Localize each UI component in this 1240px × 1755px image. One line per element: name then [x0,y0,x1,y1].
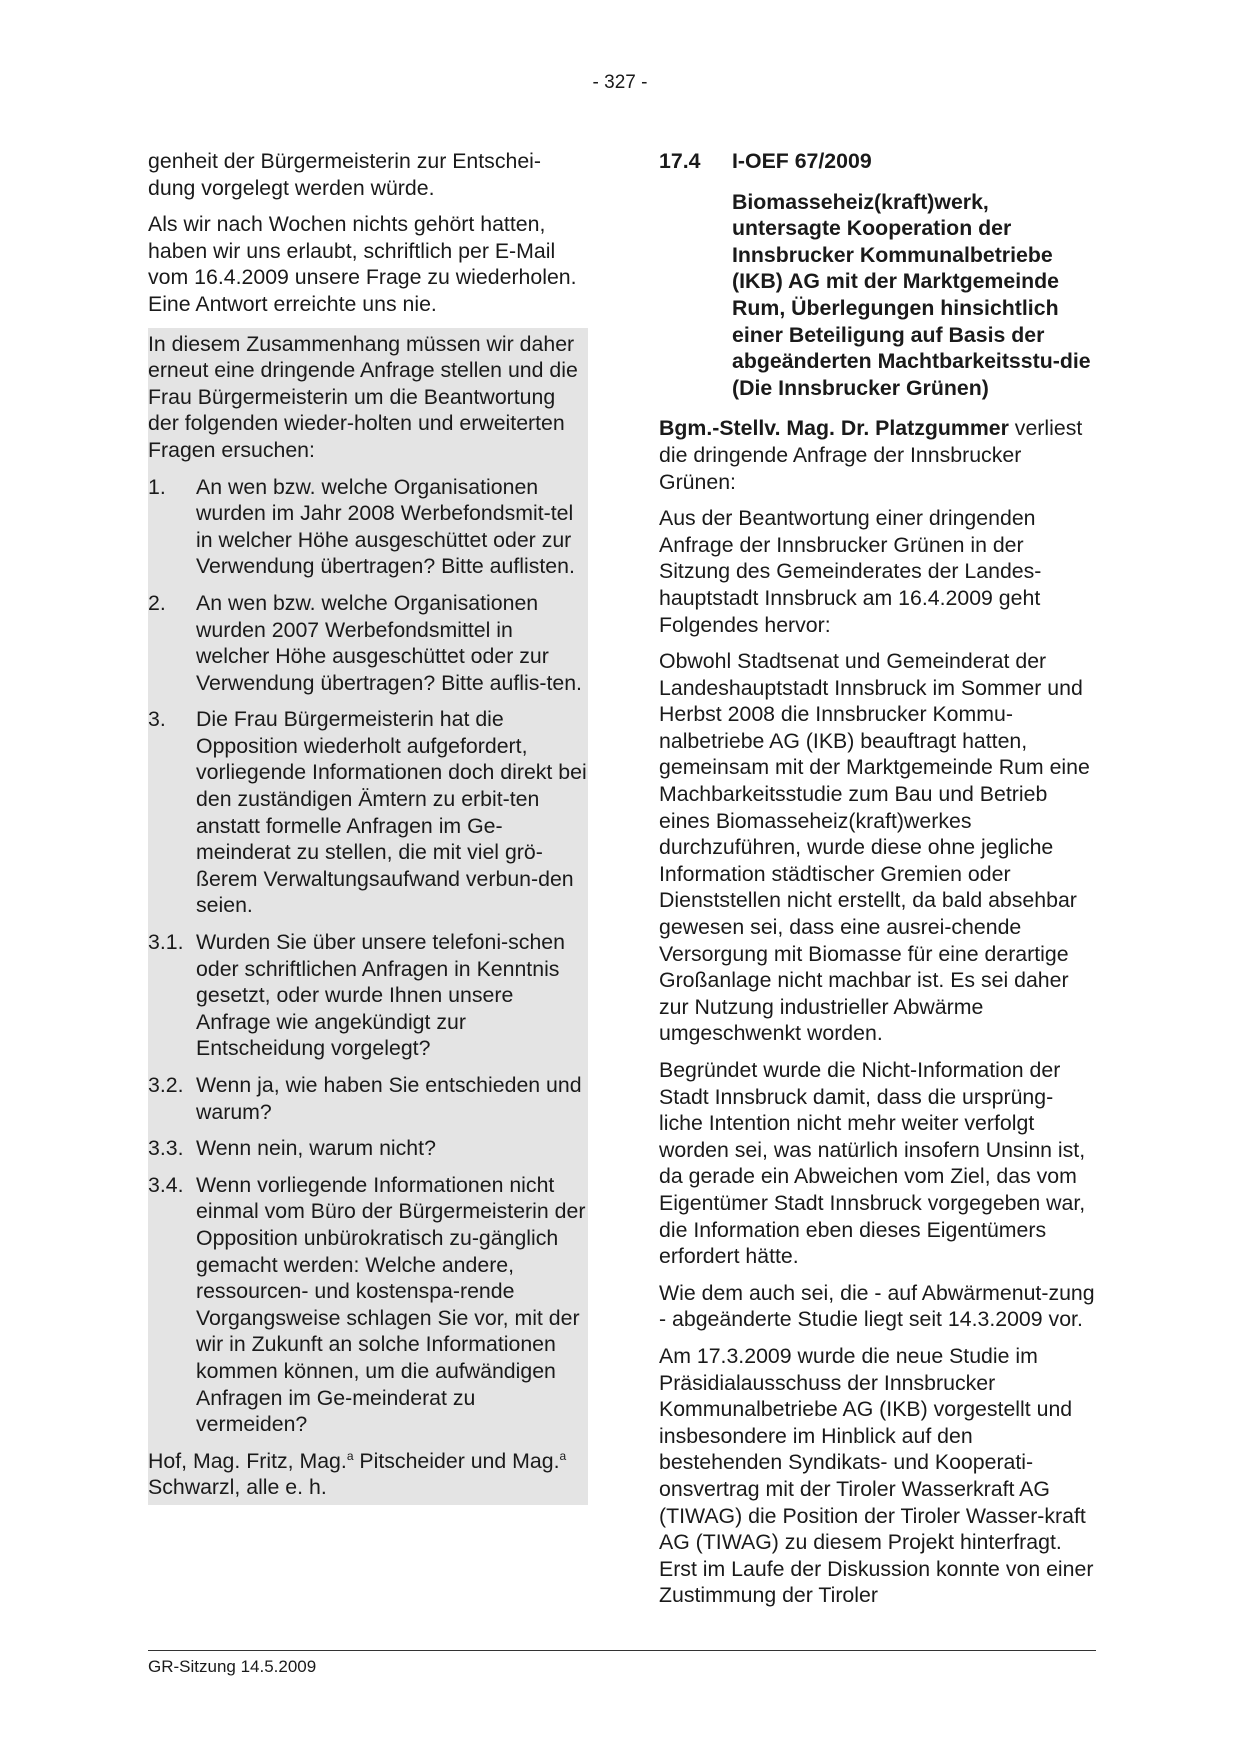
question-text: Wurden Sie über unsere telefoni-schen oder schriftlichen Anfragen in Kenntnis gesetzt, oder wurde Ihnen unsere Anfrage wie angekündigt zur Entscheidung vorgelegt? [196,930,565,1061]
question-number: 3.3. [148,1136,184,1161]
page-number: - 327 - [592,72,648,93]
question-item [148,706,588,919]
question-text: An wen bzw. welche Organisationen wurden im Jahr 2008 Werbefondsmit-tel in welcher Höhe ausgeschüttet oder zur Verwendung übertragen? Bitte auflisten. [196,474,575,579]
question-list [148,474,588,1438]
right-paragraph-3: Begründet wurde die Nicht-Information der Stadt Innsbruck damit, dass die ursprüng-liche Intention nicht mehr weiter verfolgt worden sei, was natürlich insofern Unsinn ist, da gerade ein Abweichen vom Ziel, das vom Eigentümer Stadt Innsbruck vorgegeben war, die Information eben dieses Eigentümers erfordert hätte. [659,1058,1086,1269]
question-number: 3.2. [148,1073,184,1097]
footer-text: GR-Sitzung 14.5.2009 [148,1657,317,1676]
left-paragraph-1: genheit der Bürgermeisterin zur Entschei-dung vorgelegt werden würde. [148,149,541,200]
question-number: 3.1. [148,930,184,955]
question-item [148,1072,588,1125]
inquiry-intro: In diesem Zusammenhang müssen wir daher erneut eine dringende Anfrage stellen und die Frau Bürgermeisterin um die Beantwortung der folgenden wieder-holten und erweiterten Fragen ersuchen: [148,331,578,462]
question-text: Die Frau Bürgermeisterin hat die Opposition wiederholt aufgefordert, vorliegende Informationen doch direkt bei den zuständigen Ämtern zu erbit-ten anstatt formelle Anfragen im Ge-meinderat zu stellen, die mit viel grö-ßerem Verwaltungsaufwand verbun-den seien. [196,707,587,918]
speaker-paragraph [659,415,1095,495]
question-text: Wenn vorliegende Informationen nicht einmal vom Büro der Bürgermeisterin der Opposition unbürokratisch zu-gänglich gemacht werden: Welche andere, ressourcen- und kostenspa-rende Vorgangsweise schlagen Sie vor, mit der wir in Zukunft an solche Informationen kommen können, um die aufwändigen Anfragen im Ge-meinderat zu vermeiden? [196,1172,586,1437]
question-number: 3. [148,707,166,732]
question-item [148,1172,588,1438]
signers: Hof, Mag. Fritz, Mag.$^a$ Pitscheider und Mag.$^a$ Schwarzl, alle e. h. [148,1448,567,1500]
question-item [148,1135,588,1162]
question-item [148,474,588,580]
agenda-item-heading [659,148,1095,175]
question-text: Wenn ja, wie haben Sie entschieden und warum? [196,1073,582,1124]
agenda-item-subject: Biomasseheiz(kraft)werk, untersagte Kooperation der Innsbrucker Kommunalbetriebe (IKB) AG mit der Marktgemeinde Rum, Überlegungen hinsichtlich einer Beteiligung auf Basis der abgeänderten Machtbarkeitsstu-die (Die Innsbrucker Grünen) [732,189,1091,400]
question-number: 1. [148,474,166,499]
question-number: 3.4. [148,1172,184,1197]
shaded-inquiry-block [148,328,588,1505]
right-paragraph-4: Wie dem auch sei, die - auf Abwärmenut-zung - abgeänderte Studie liegt seit 14.3.2009 vor. [659,1280,1095,1332]
question-item [148,590,588,696]
left-paragraph-2: Als wir nach Wochen nichts gehört hatten, haben wir uns erlaubt, schriftlich per E-Mail vom 16.4.2009 unsere Frage zu wiederholen. Eine Antwort erreichte uns nie. [148,212,577,316]
speaker-text: verliest die dringende Anfrage der Innsbrucker Grünen: [659,416,1083,494]
right-paragraph-1: Aus der Beantwortung einer dringenden Anfrage der Innsbrucker Grünen in der Sitzung des Gemeinderates der Landes-hauptstadt Innsbruck am 16.4.2009 geht Folgendes hervor: [659,506,1042,637]
question-item [148,929,588,1062]
left-column [148,148,588,1505]
right-paragraph-2: Obwohl Stadtsenat und Gemeinderat der Landeshauptstadt Innsbruck im Sommer und Herbst 2008 die Innsbrucker Kommu-nalbetriebe AG (IKB) beauftragt hatten, gemeinsam mit der Marktgemeinde Rum eine Machbarkeitsstudie zum Bau und Betrieb eines Biomasseheiz(kraft)werkes durchzuführen, wurde diese ohne jegliche Information städtischer Gremien oder Dienststellen nicht erstellt, da bald absehbar gewesen sei, dass eine ausrei-chende Versorgung mit Biomasse für eine derartige Großanlage nicht machbar ist. Es sei daher zur Nutzung industrieller Abwärme umgeschwenkt worden. [659,649,1090,1046]
agenda-item-code: I-OEF 67/2009 [732,149,872,173]
speaker-name: Bgm.-Stellv. Mag. Dr. Platzgummer [659,416,1009,441]
footer-divider [148,1650,1096,1651]
question-text: An wen bzw. welche Organisationen wurden 2007 Werbefondsmittel in welcher Höhe ausgeschüttet oder zur Verwendung übertragen? Bitte auflis-ten. [196,590,582,695]
right-column [659,148,1095,1619]
right-paragraph-5: Am 17.3.2009 wurde die neue Studie im Präsidialausschuss der Innsbrucker Kommunalbetriebe AG (IKB) vorgestellt und insbesondere im Hinblick auf den bestehenden Syndikats- und Kooperati-onsvertrag mit der Tiroler Wasserkraft AG (TIWAG) die Position der Tiroler Wasser-kraft AG (TIWAG) zu diesem Projekt hinterfragt. Erst im Laufe der Diskussion konnte von einer Zustimmung der Tiroler [659,1343,1094,1608]
question-text: Wenn nein, warum nicht? [196,1136,436,1161]
agenda-item-number: 17.4 [659,149,701,173]
question-number: 2. [148,590,166,615]
